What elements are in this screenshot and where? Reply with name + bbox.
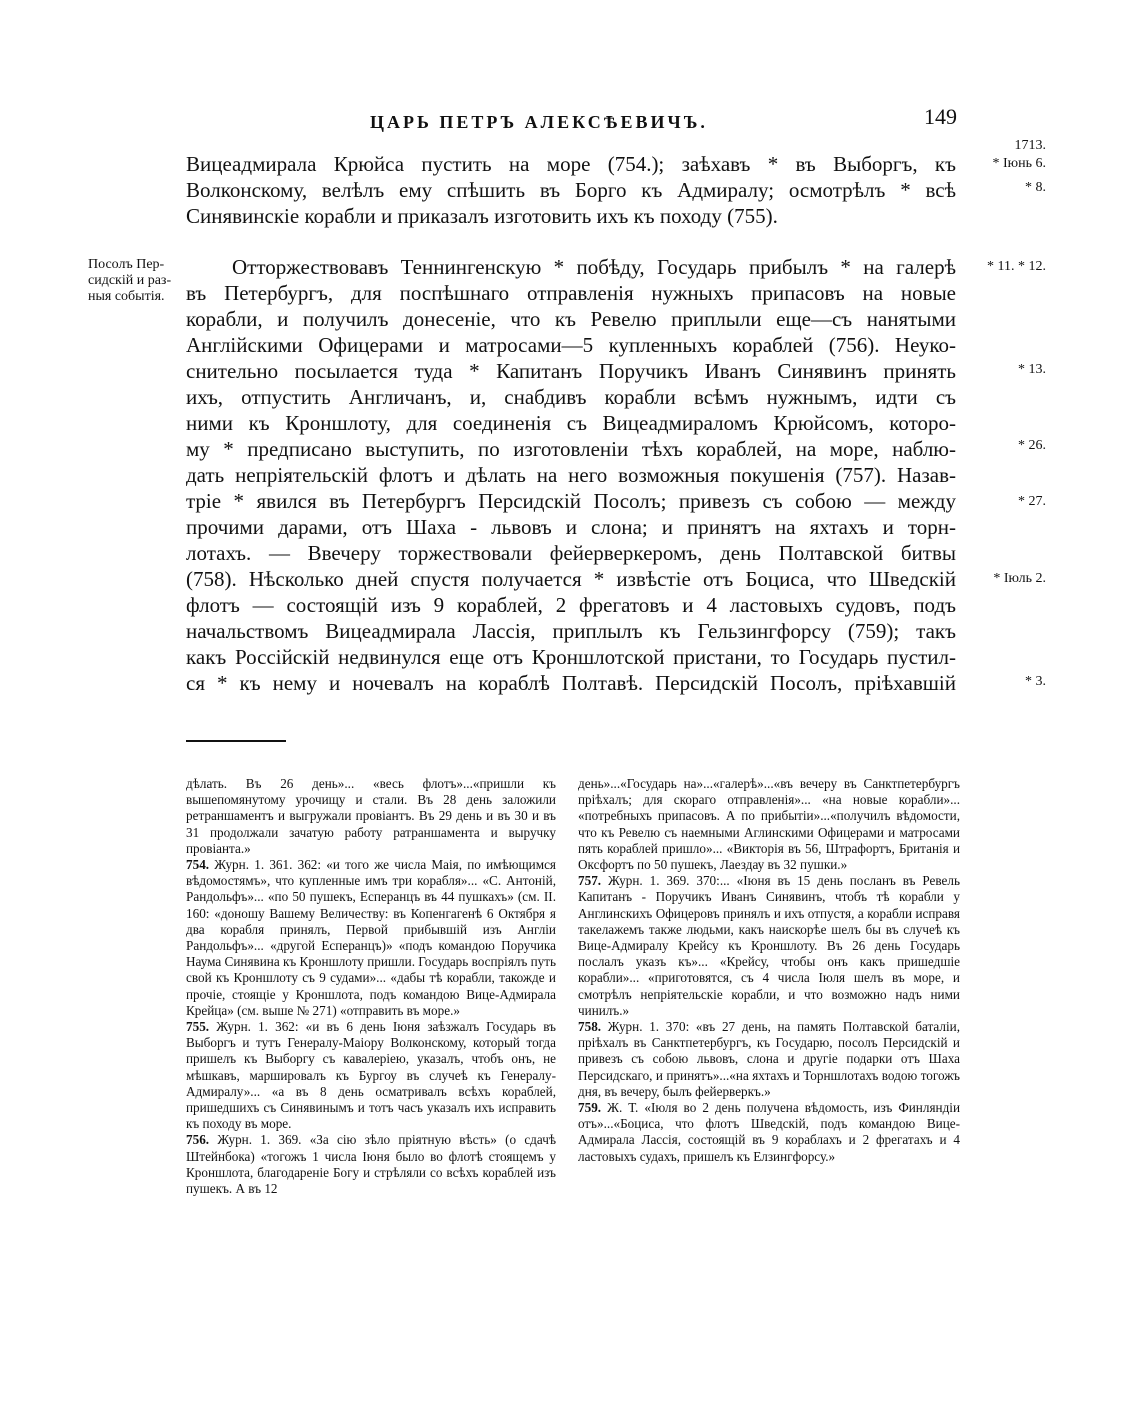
margin-year: 1713. bbox=[1014, 138, 1046, 153]
margin-date: * 27. bbox=[1018, 494, 1046, 509]
body-line: дать непріятельскій флотъ и дѣлать на него возможныя покушенія (757). Назав- bbox=[186, 463, 956, 487]
body-line: ними къ Кроншлоту, для соединенія съ Вицеадмираломъ Крюйсомъ, которо- bbox=[186, 411, 956, 435]
footnote-number: 755. bbox=[186, 1019, 210, 1035]
body-line: ся * къ нему и ночевалъ на кораблѣ Полтавѣ. Персидскій Посолъ, пріѣхавшій bbox=[186, 671, 956, 695]
footnote-number: 758. bbox=[578, 1019, 602, 1035]
body-line: въ Петербургъ, для поспѣшнаго отправленія нужныхъ припасовъ на новые bbox=[186, 281, 956, 305]
footnote bbox=[578, 1100, 960, 1165]
margin-date: * 26. bbox=[1018, 438, 1046, 453]
body-line: Англійскими Офицерами и матросами—5 купленныхъ кораблей (756). Неуко- bbox=[186, 333, 956, 357]
body-line: Синявинскіе корабли и приказалъ изготовить ихъ къ походу (755). bbox=[186, 204, 778, 228]
footnote-text: Журн. 1. 369. «За сію зѣло пріятную вѣсть» (о сдачѣ Штейнбока) «тогожъ 1 числа Іюня было во флотѣ стоящемъ у Кроншлота, благодареніе Богу и стрѣляли со всѣхъ кораблей изъ пушекъ. А въ 12 bbox=[186, 1132, 556, 1197]
footnote-number: 757. bbox=[578, 873, 602, 889]
body-line: Вицеадмирала Крюйса пустить на море (754.); заѣхавъ * въ Выборгъ, къ bbox=[186, 152, 956, 176]
footnote bbox=[578, 873, 960, 1019]
body-line: начальствомъ Вицеадмирала Лассія, приплылъ къ Гельзингфорсу (759); такъ bbox=[186, 619, 956, 643]
body-line: флотъ — состоящій изъ 9 кораблей, 2 фрегатовъ и 4 ластовыхъ судовъ, подъ bbox=[186, 593, 956, 617]
margin-date: * Іюнь 6. bbox=[992, 156, 1046, 171]
body-line: тріе * явился въ Петербургъ Персидскій Посолъ; привезъ съ собою — между bbox=[186, 489, 956, 513]
body-line: какъ Россійскій недвинулся еще отъ Кроншлотской пристани, то Государь пустил- bbox=[186, 645, 956, 669]
body-line: (758). Нѣсколько дней спустя получается * извѣстіе отъ Боциса, что Шведскій bbox=[186, 567, 956, 591]
body-line: му * предписано выступить, по изготовленіи тѣхъ кораблей, на море, наблю- bbox=[186, 437, 956, 461]
footnote-text: Ж. Т. «Іюля во 2 день получена вѣдомость, изъ Финляндіи отъ»...«Боциса, что флотъ Шведскій, подъ командою Вице-Адмирала Лассія, состоящій въ 9 кораблахъ и 2 фрегатахъ и 4 ластовыхъ судахъ, пришелъ къ Елзингфорсу.» bbox=[578, 1100, 961, 1164]
side-heading-line: ныя событія. bbox=[88, 289, 165, 304]
body-line: ихъ, отпустить Англичанъ, и, снабдивъ корабли всѣмъ нужнымъ, идти съ bbox=[186, 385, 956, 409]
footnote-text: дѣлать. Въ 26 день»... «весь флотъ»...«пришли къ вышепомянутому урочищу и стали. Въ 28 день заложили ретраншаментъ и выгружали провіантъ. Въ 29 день и въ 30 и въ 31 продолжали зачатую работу ратраншамента и выручку провіанта.» bbox=[186, 776, 556, 856]
footnote bbox=[186, 1132, 556, 1197]
margin-date: * 8. bbox=[1025, 180, 1046, 195]
margin-date: * 13. bbox=[1018, 362, 1046, 377]
footnote-text: Журн. 1. 370: «въ 27 день, на память Полтавской баталіи, пріѣхалъ въ Санктпетербургъ, къ Государю, посолъ Персидскій и привезъ съ собою львовъ, слона и другіе подарки отъ Шаха Персидскаго, и принятъ»...«на яхтахъ и Торншлотахъ водою тогожъ дня, въ вечеру, былъ фейерверкъ.» bbox=[578, 1019, 960, 1099]
footnote-text: Журн. 1. 362: «и въ 6 день Іюня заѣзжалъ Государь въ Выборгъ и тутъ Генералу-Маіору Волконскому, который тогда пришелъ къ Выборгу съ кавалеріею, указалъ, чтобъ онъ, не мѣшкавъ, маршировалъ къ Бургоу въ случеѣ къ Генералу-Адмиралу»... «а въ 8 день осматривалъ всѣхъ кораблей, пришедшихъ съ Синявинымъ и тотъ часъ указалъ ихъ исправить къ походу въ море. bbox=[186, 1019, 556, 1132]
footnote-text: Журн. 1. 361. 362: «и того же числа Маія, по имѣющимся вѣдомостямъ», что купленные имъ три корабля»... «С. Антоній, Рандольфъ»... «по 50 пушекъ, Есперанцъ въ 44 пушкахъ» (см. II. 160: «доношу Вашему Величеству: въ Копенгагенѣ 6 Октября я два корабля принялъ, Первой прибывшій изъ Англіи Рандольфъ»... «другой Есперанцъ)» «подъ командою Поручика Наума Синявина къ Кроншлоту пришли. Государь воспріялъ путь свой къ Кроншлоту съ 9 судами»... «дабы тѣ корабли, такожде и прочіе, стоящіе у Кроншлота, подъ командою Вице-Адмирала Крейца» (см. выше № 271) «отправить въ море.» bbox=[186, 857, 557, 1018]
body-line: корабли, и получилъ донесеніе, что къ Ревелю приплыли еще—съ нанятыми bbox=[186, 307, 956, 331]
side-heading-line: Посолъ Пер- bbox=[88, 257, 165, 272]
footnotes-left-column bbox=[186, 776, 556, 1197]
body-line: Волконскому, велѣлъ ему спѣшить въ Борго къ Адмиралу; осмотрѣлъ * всѣ bbox=[186, 178, 956, 202]
footnote bbox=[186, 776, 556, 857]
running-head: ЦАРЬ ПЕТРЪ АЛЕКСѢЕВИЧЪ. bbox=[370, 112, 708, 132]
footnote-number: 756. bbox=[186, 1132, 210, 1148]
body-line: лотахъ. — Ввечеру торжествовали фейерверкеромъ, день Полтавской битвы bbox=[186, 541, 956, 565]
margin-date: * 11. * 12. bbox=[987, 259, 1046, 274]
footnote bbox=[186, 857, 556, 1019]
footnote-text: Журн. 1. 369. 370:... «Іюня въ 15 день посланъ въ Ревель Капитанъ - Поручикъ Иванъ Синявинъ, чтобъ тѣ корабли у Англинскихъ Офицеровъ принялъ и ихъ отпустя, а корабли исправя такелажемъ также людьми, какъ наискорѣе шелъ бы въ случеѣ къ Вице-Адмиралу Крейсу къ Кроншлоту. Въ 26 день Государь послалъ указъ къ»... «Крейсу, чтобы онъ какъ пришедшіе корабли»... «приготовятся, съ 4 числа Іюля шелъ въ море, и смотрѣлъ непріятельскіе корабли, и что возможно надъ ними чинилъ.» bbox=[578, 873, 960, 1018]
footnote bbox=[578, 776, 960, 873]
footnote-divider bbox=[186, 740, 286, 742]
margin-date: * Іюль 2. bbox=[993, 571, 1046, 586]
page-number: 149 bbox=[924, 104, 957, 129]
margin-date: * 3. bbox=[1025, 674, 1046, 689]
footnote bbox=[186, 1019, 556, 1132]
footnotes-right-column bbox=[578, 776, 960, 1165]
body-line: снительно посылается туда * Капитанъ Поручикъ Иванъ Синявинъ принять bbox=[186, 359, 956, 383]
footnote-number: 754. bbox=[186, 857, 210, 873]
body-line: прочими дарами, отъ Шаха - львовъ и слона; и принятъ на яхтахъ и торн- bbox=[186, 515, 956, 539]
body-line: Отторжествовавъ Теннингенскую * побѣду, Государь прибылъ * на галерѣ bbox=[232, 255, 956, 279]
footnote-text: день»...«Государь на»...«галерѣ»...«въ вечеру въ Санктпетербургъ пріѣхалъ; для скораго отправленія»... «на новые корабли»... «потребныхъ припасовъ. А по прибытіи»...«получилъ вѣдомости, что къ Ревелю съ наемными Аглинскими Офицерами и матросами пять кораблей пришло»... «Викторія въ 56, Штрафортъ, Британія и Оксфортъ по 50 пушекъ, Лаездау въ 32 пушки.» bbox=[578, 776, 960, 873]
footnote bbox=[578, 1019, 960, 1100]
footnote-number: 759. bbox=[578, 1100, 602, 1116]
side-heading-line: сидскій и раз- bbox=[88, 273, 172, 288]
